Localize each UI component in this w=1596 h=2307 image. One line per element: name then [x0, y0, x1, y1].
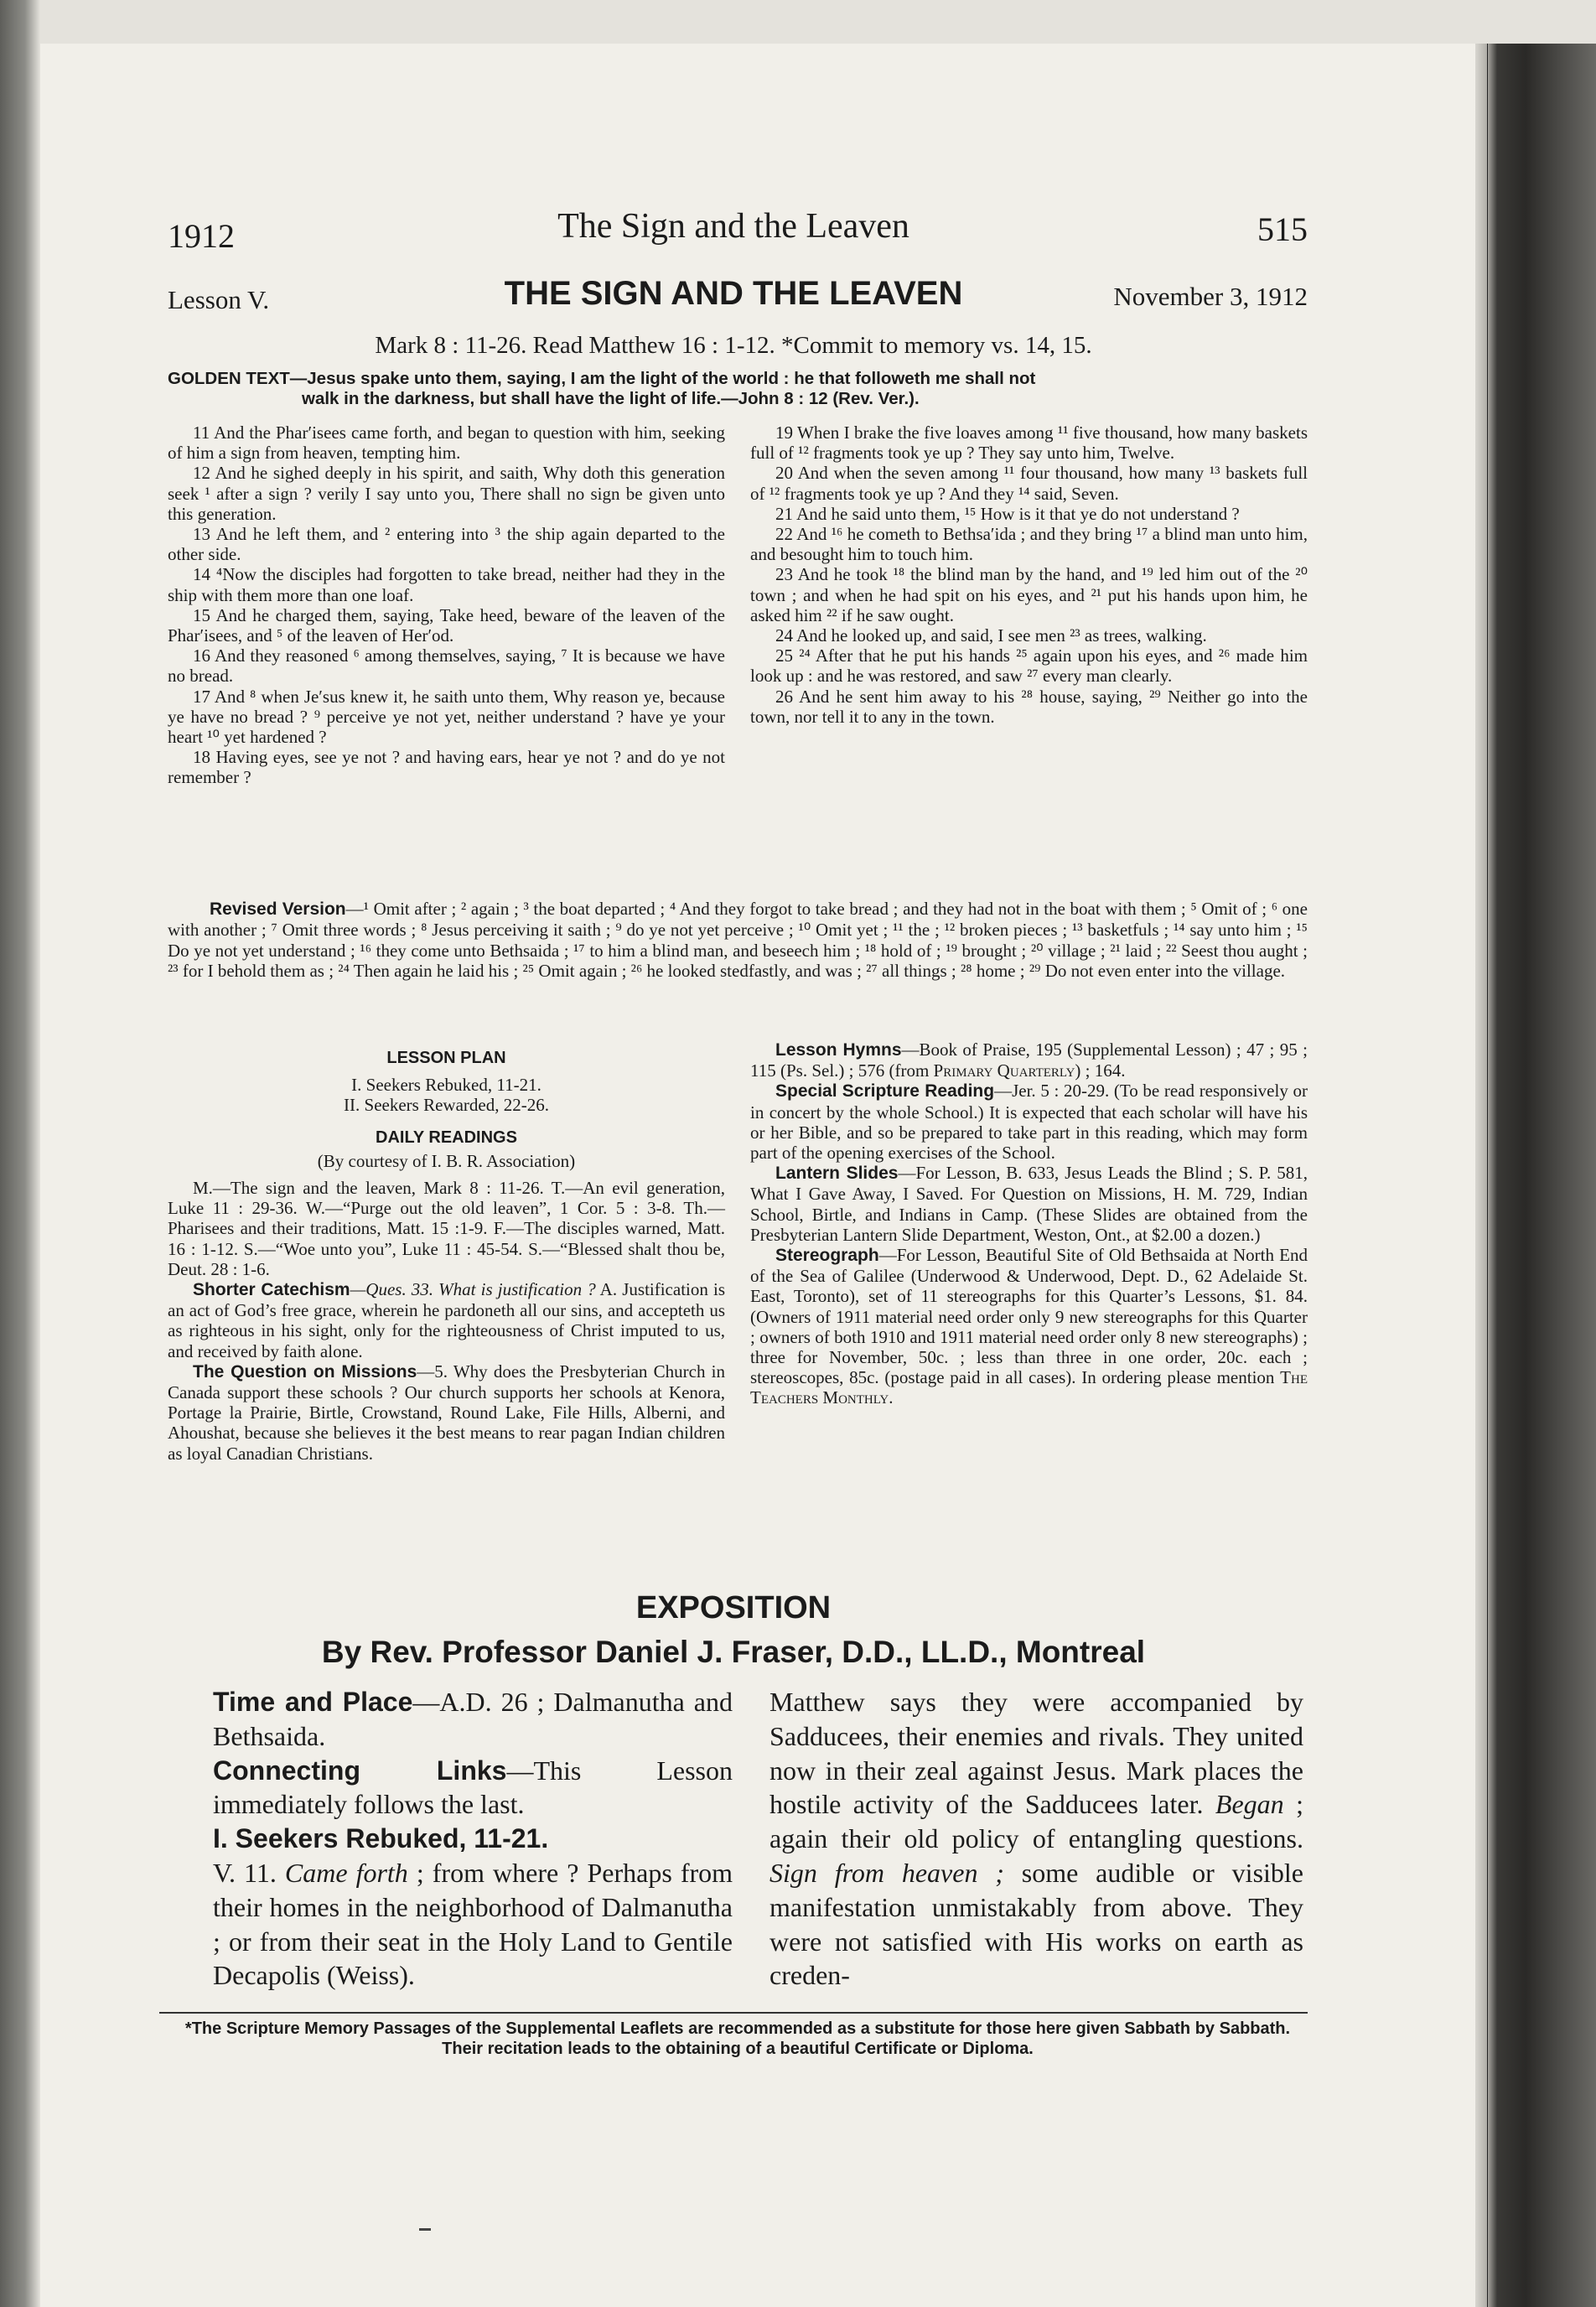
verse: 16 And they reasoned ⁶ among themselves, saying, ⁷ It is because we have no bread.	[168, 645, 725, 687]
footnote: *The Scripture Memory Passages of the Supplemental Leaflets are recommended as a substitute for those here given Sabbath by Sabbath. Their recitation leads to the obtaining of a beautiful Certificate or Diploma.	[184, 2019, 1291, 2058]
verse: 17 And ⁸ when Je′sus knew it, he saith unto them, Why reason ye, because ye have no bread ? ⁹ perceive ye not yet, neither understand ? have ye your heart ¹⁰ yet hardened ?	[168, 686, 725, 748]
lesson-heading-row	[159, 275, 1308, 320]
special-reading-text: —Jer. 5 : 20-29. (To be read responsively or in concert by the whole School.) It is expected that each scholar will have his or her Bible, and so be prepared to take part in this reading, which may form part of the opening exercises of the School.	[750, 1081, 1308, 1164]
verses-right-column	[750, 423, 1308, 727]
exposition-commentary	[770, 1685, 1303, 1993]
commentary-phrase: Sign from heaven ;	[770, 1857, 1004, 1888]
verse-11-prefix: V. 11.	[213, 1857, 285, 1888]
lesson-plan-heading: LESSON PLAN	[386, 1049, 506, 1067]
lantern-slides	[750, 1163, 1308, 1245]
time-and-place	[213, 1685, 733, 1754]
verse-11-phrase: Came forth	[284, 1857, 408, 1888]
footnote-divider	[159, 2012, 1308, 2014]
catechism-label: Shorter Catechism	[193, 1280, 350, 1300]
special-reading-label: Special Scripture Reading	[775, 1081, 995, 1102]
verses-left-column	[168, 423, 725, 788]
exposition-right-column	[770, 1685, 1303, 1993]
lantern-slides-label: Lantern Slides	[775, 1164, 899, 1184]
scripture-reference: Mark 8 : 11-26. Read Matthew 16 : 1-12. *Commit to memory vs. 14, 15.	[375, 332, 1092, 359]
time-and-place-label: Time and Place	[213, 1687, 413, 1717]
stereograph-label: Stereograph	[775, 1246, 879, 1266]
verse: 19 When I brake the five loaves among ¹¹ five thousand, how many baskets full of ¹² fragments took ye up ? They say unto him, Twelve.	[750, 423, 1308, 464]
verse: 22 And ¹⁶ he cometh to Bethsa′ida ; and they bring ¹⁷ a blind man unto him, and besought him to touch him.	[750, 524, 1308, 565]
golden-text	[168, 369, 1308, 409]
verse-11-commentary	[213, 1856, 733, 1993]
exposition-left-column	[213, 1685, 733, 1993]
lantern-slides-text: —For Lesson, B. 633, Jesus Leads the Blind ; S. P. 581, What I Gave Away, I Saved. For Question on Missions, H. M. 729, Indian School, Birtle, and Indians in Camp. (These Slides are obtained from the Presbyterian Lantern Slide Department, Weston, Ont., at $2.00 a dozen.)	[750, 1163, 1308, 1245]
revised-version-text: —¹ Omit after ; ² again ; ³ the boat departed ; ⁴ And they forgot to take bread ; and they had not in the boat with them ; ⁵ Omit of ; ⁶ one with another ; ⁷ Omit three words ; ⁸ Jesus perceiving it saith ; ⁹ do ye not yet perceive ; ¹⁰ Omit yet ; ¹¹ the ; ¹² broken pieces ; ¹³ basketfuls ; ¹⁴ say unto him ; ¹⁵ Do ye not yet understand ; ¹⁶ they come unto Bethsaida ; ¹⁷ to him a blind man, and beseech him ; ¹⁸ hold of ; ¹⁹ brought ; ²⁰ village ; ²¹ laid ; ²² Seest thou aught ; ²³ for I behold them as ; ²⁴ Then again he laid his ; ²⁵ Omit again ; ²⁶ he looked stedfastly, and was ; ²⁷ all things ; ²⁸ home ; ²⁹ Do not even enter into the village.	[168, 899, 1308, 981]
verse: 14 ⁴Now the disciples had forgotten to take bread, neither had they in the ship with them more than one loaf.	[168, 564, 725, 605]
revised-version-label: Revised Version	[210, 899, 346, 919]
missions-label: The Question on Missions	[193, 1361, 417, 1382]
verse: 12 And he sighed deeply in his spirit, and saith, Why doth this generation seek ¹ after a sign ? verily I say unto you, There shall no sign be given unto this generation.	[168, 463, 725, 524]
page-mark	[419, 2228, 431, 2231]
commentary-text: some audible or visible manifestation unmistakably from above. They were not satisfied with His works on earth as creden-	[770, 1857, 1304, 1991]
shorter-catechism	[168, 1279, 725, 1361]
verse: 25 ²⁴ After that he put his hands ²⁵ again upon his eyes, and ²⁶ made him look up : and he was restored, and saw ²⁷ every man clearly.	[750, 645, 1308, 687]
hymns-tail: ) ; 164.	[1075, 1060, 1126, 1081]
notes-left-column	[168, 1048, 725, 1464]
special-reading	[750, 1081, 1308, 1163]
verse: 18 Having eyes, see ye not ? and having ears, hear ye not ? and do ye not remember ?	[168, 747, 725, 788]
time-and-place-text: —A.D. 26 ; Dalmanutha and Bethsaida.	[213, 1687, 733, 1751]
daily-readings-text: M.—The sign and the leaven, Mark 8 : 11-26. T.—An evil generation, Luke 11 : 29-36. W.—“Purge out the old leaven”, 1 Cor. 5 : 3-8. Th.—Pharisees and their traditions, Matt. 15 :1-9. F.—The disciples warned, Matt. 16 : 1-12. S.—“Woe unto you”, Luke 11 : 45-54. S.—“Blessed shalt thou be, Deut. 28 : 1-6.	[168, 1178, 725, 1279]
lesson-number: Lesson V.	[168, 285, 270, 314]
lesson-plan-item: II. Seekers Rewarded, 22-26.	[344, 1095, 549, 1116]
daily-readings-courtesy: (By courtesy of I. B. R. Association)	[317, 1150, 576, 1171]
lesson-title: THE SIGN AND THE LEAVEN	[504, 275, 963, 312]
header-title: The Sign and the Leaven	[557, 207, 909, 246]
commentary-text: ; again their old policy of entangling questions.	[770, 1789, 1303, 1854]
hymns-source: Primary Quarterly	[933, 1060, 1075, 1081]
verse-11-text: ; from where ? Perhaps from their homes in the neighborhood of Dalmanutha ; or from their seat in the Holy Land to Gentile Decapolis (Weiss).	[213, 1857, 733, 1991]
connecting-links-text: —This Lesson immediately follows the last.	[213, 1755, 733, 1820]
verse: 20 And when the seven among ¹¹ four thousand, how many ¹³ baskets full of ¹² fragments took ye up ? And they ¹⁴ said, Seven.	[750, 463, 1308, 504]
verse: 23 And he took ¹⁸ the blind man by the hand, and ¹⁹ led him out of the ²⁰ town ; and when he had spit on his eyes, and ²¹ put his hands upon him, he asked him ²² if he saw ought.	[750, 564, 1308, 625]
daily-readings-heading: DAILY READINGS	[376, 1128, 517, 1147]
exposition-byline: By Rev. Professor Daniel J. Fraser, D.D., LL.D., Montreal	[321, 1635, 1146, 1669]
verse: 26 And he sent him away to his ²⁸ house, saying, ²⁹ Neither go into the town, nor tell it to any in the town.	[750, 686, 1308, 727]
verse: 15 And he charged them, saying, Take heed, beware of the leaven of the Phar′isees, and ⁵ of the leaven of Her′od.	[168, 604, 725, 646]
connecting-links	[213, 1754, 733, 1822]
golden-text-line: GOLDEN TEXT—Jesus spake unto them, saying, I am the light of the world : he that followeth me shall not	[168, 369, 1036, 388]
revised-version-notes	[168, 899, 1308, 981]
stereograph	[750, 1245, 1308, 1408]
lesson-plan-item: I. Seekers Rebuked, 11-21.	[351, 1075, 542, 1096]
lesson-date: November 3, 1912	[1113, 282, 1308, 311]
verse: 24 And he looked up, and said, I see men ²³ as trees, walking.	[775, 625, 1207, 646]
missions-text: —5. Why does the Presbyterian Church in Canada support these schools ? Our church supports her schools at Kenora, Portage la Prairie, Birtle, Crowstand, Round Lake, File Hills, Alberni, and Ahoushat, because she believes it the best means to rear pagan Indian children as loyal Canadian Christians.	[168, 1361, 725, 1464]
verse: 13 And he left them, and ² entering into ³ the ship again departed to the other side.	[168, 524, 725, 565]
catechism-question: —Ques. 33. What is justification ?	[350, 1279, 596, 1300]
stereograph-text: —For Lesson, Beautiful Site of Old Bethsaida at North End of the Sea of Galilee (Underwood & Underwood, Dept. D., 62 Adelaide St. East, Toronto), set of 11 stereographs for this Quarter’s Lessons, $1. 84. (Owners of 1911 material need order only 9 new stereographs for this Quarter ; owners of both 1910 and 1911 material need order only 8 new stereographs) ; three for November, 50c. ; less than three in one order, 20c. each ; stereoscopes, 85c. (postage paid in all cases). In ordering please mention	[750, 1245, 1308, 1388]
notes-right-column	[750, 1039, 1308, 1408]
catechism-answer: A. Justification is an act of God’s free grace, wherein he pardoneth all our sins, and accepteth us as righteous in his sight, only for the righteousness of Christ imputed to us, and received by faith alone.	[168, 1279, 725, 1361]
hymns-label: Lesson Hymns	[775, 1040, 902, 1060]
page-number: 515	[1257, 210, 1308, 248]
stereograph-tail: .	[889, 1387, 894, 1408]
book-binding	[1475, 44, 1596, 2307]
stereograph-publication: The Teachers Monthly	[750, 1367, 1308, 1408]
running-header	[159, 201, 1308, 255]
commentary-text: Matthew says they were accompanied by Sadducees, their enemies and rivals. They united now in their zeal against Jesus. Mark places the hostile activity of the Sadducees later.	[770, 1687, 1303, 1820]
question-on-missions	[168, 1361, 725, 1464]
header-year: 1912	[168, 217, 235, 255]
golden-text-line: walk in the darkness, but shall have the light of life.—John 8 : 12 (Rev. Ver.).	[302, 389, 920, 408]
exposition-title: EXPOSITION	[635, 1590, 832, 1625]
section-heading: I. Seekers Rebuked, 11-21.	[213, 1823, 549, 1854]
commentary-phrase: Began	[1215, 1789, 1284, 1820]
verse: 11 And the Phar′isees came forth, and began to question with him, seeking of him a sign from heaven, tempting him.	[168, 423, 725, 464]
hymns-text: —Book of Praise, 195 (Supplemental Lesson) ; 47 ; 95 ; 115 (Ps. Sel.) ; 576 (from	[750, 1039, 1308, 1081]
verse: 21 And he said unto them, ¹⁵ How is it that ye do not understand ?	[775, 503, 1240, 524]
lesson-hymns	[750, 1039, 1308, 1081]
connecting-links-label: Connecting Links	[213, 1755, 507, 1786]
